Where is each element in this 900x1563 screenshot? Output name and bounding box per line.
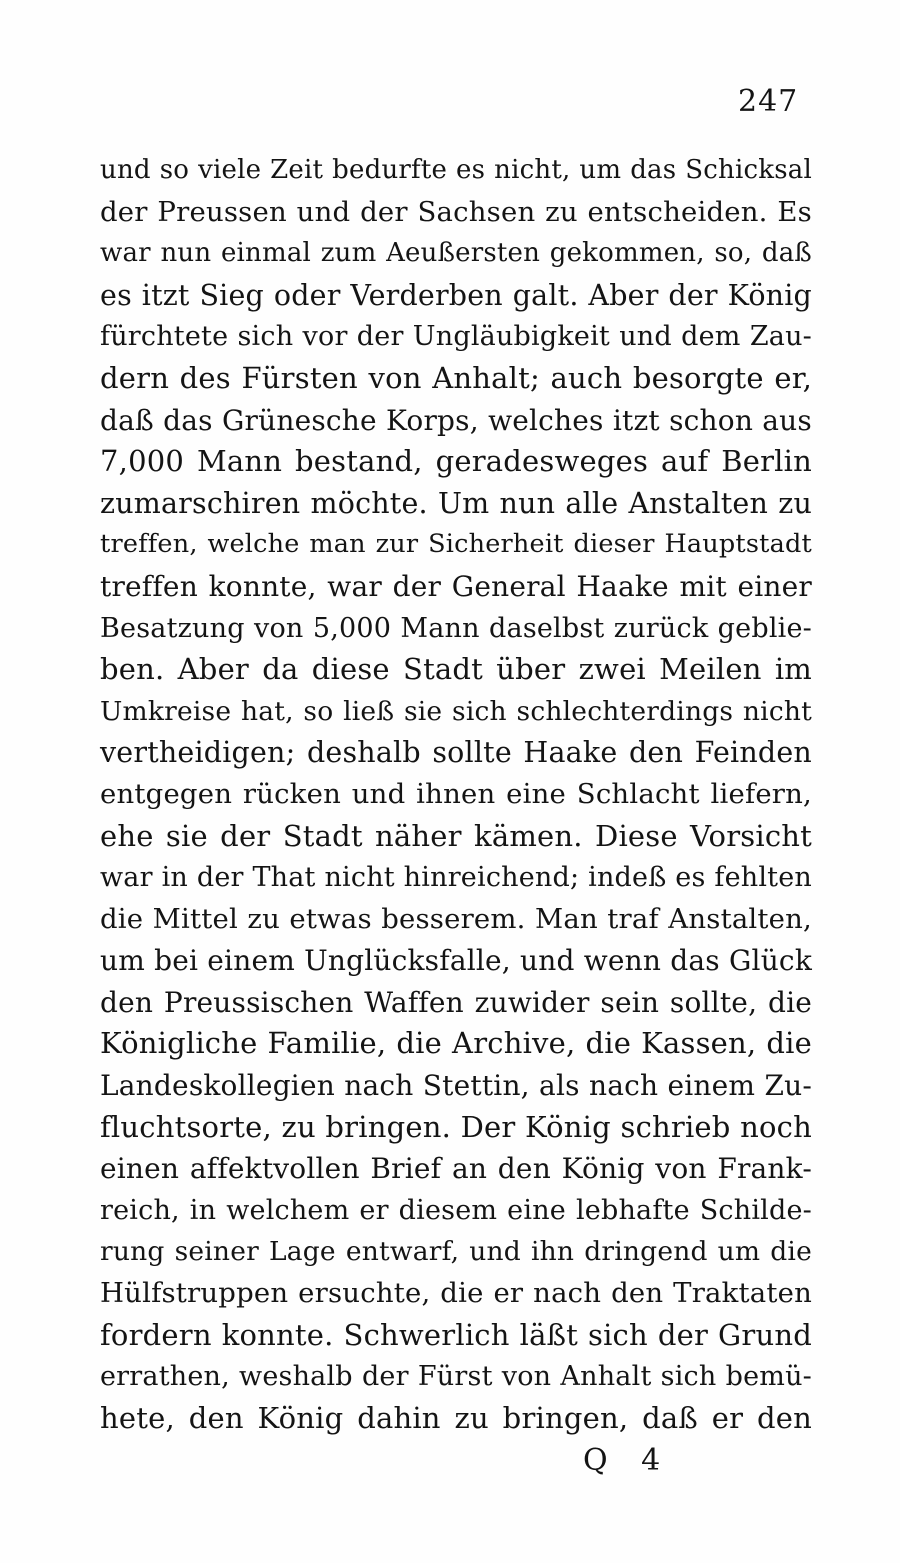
text-line: zumarschiren möchte. Um nun alle Anstalten zu xyxy=(100,486,812,520)
text-line: Königliche Familie, die Archive, die Kassen, die xyxy=(100,1026,812,1061)
body-text xyxy=(100,150,812,1439)
text-line: treffen, welche man zur Sicherheit dieser Hauptstadt xyxy=(100,529,812,560)
text-line: fordern konnte. Schwerlich läßt sich der Grund xyxy=(100,1317,812,1352)
text-line: ben. Aber da diese Stadt über zwei Meilen im xyxy=(100,652,812,687)
text-line: vertheidigen; deshalb sollte Haake den Feinden xyxy=(100,736,812,770)
text-line: Hülfstruppen ersuchte, die er nach den Traktaten xyxy=(100,1277,812,1310)
text-line: rung seiner Lage entwarf, und ihn dringend um die xyxy=(100,1236,812,1268)
text-line: errathen, weshalb der Fürst von Anhalt sich bemü- xyxy=(100,1361,812,1393)
text-line: reich, in welchem er diesem eine lebhafte Schilde- xyxy=(100,1194,812,1226)
text-line: hete, den König dahin zu bringen, daß er den xyxy=(100,1400,812,1435)
text-line: treffen konnte, war der General Haake mit einer xyxy=(100,569,812,603)
text-line: ehe sie der Stadt näher kämen. Diese Vorsicht xyxy=(100,818,812,853)
text-line: die Mittel zu etwas besserem. Man traf Anstalten, xyxy=(100,902,812,935)
text-line: Besatzung von 5,000 Mann daselbst zurück geblie- xyxy=(100,612,812,644)
text-line: entgegen rücken und ihnen eine Schlacht liefern, xyxy=(100,777,812,810)
text-line: fluchtsorte, zu bringen. Der König schrieb noch xyxy=(100,1109,812,1144)
text-line: den Preussischen Waffen zuwider sein sollte, die xyxy=(100,985,812,1019)
text-line: dern des Fürsten von Anhalt; auch besorgte er, xyxy=(100,360,812,395)
page-number: 247 xyxy=(738,84,799,119)
text-line: es itzt Sieg oder Verderben galt. Aber der König xyxy=(100,278,812,312)
text-line: war nun einmal zum Aeußersten gekommen, so, daß xyxy=(100,238,812,269)
text-line: war in der That nicht hinreichend; indeß es fehlten xyxy=(100,862,812,894)
text-line: der Preussen und der Sachsen zu entscheiden. Es xyxy=(100,195,812,228)
text-line: fürchtete sich vor der Ungläubigkeit und dem Zau- xyxy=(100,321,812,353)
text-line: daß das Grünesche Korps, welches itzt schon aus xyxy=(100,403,812,437)
text-line: um bei einem Unglücksfalle, und wenn das Glück xyxy=(100,944,812,978)
text-line: Umkreise hat, so ließ sie sich schlechterdings nicht xyxy=(100,695,812,727)
text-line: und so viele Zeit bedurfte es nicht, um das Schicksal xyxy=(100,155,812,185)
text-line: einen affektvollen Brief an den König von Frank- xyxy=(100,1152,812,1186)
text-line: 7,000 Mann bestand, geradesweges auf Berlin xyxy=(100,444,812,479)
signature-mark: Q 4 xyxy=(583,1443,673,1478)
text-line: Landeskollegien nach Stettin, als nach einem Zu- xyxy=(100,1069,812,1103)
